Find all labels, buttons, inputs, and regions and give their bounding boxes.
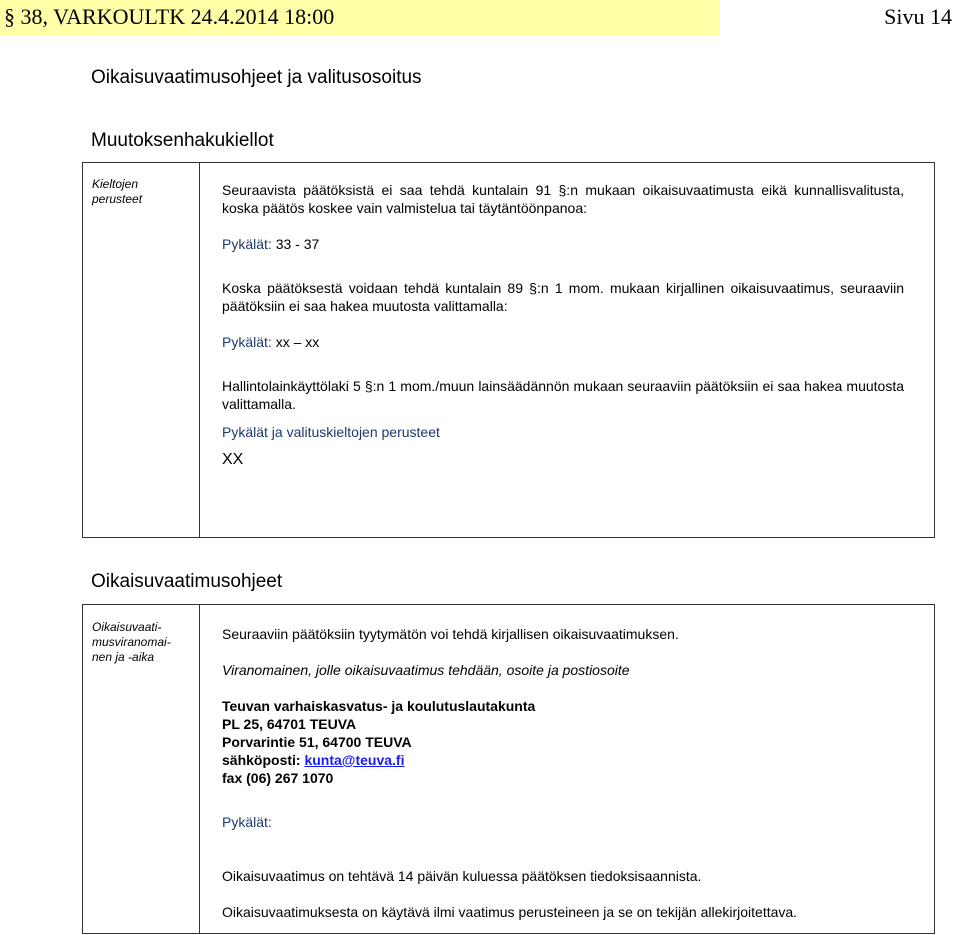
appeal-bans-paragraph-1: Seuraavista päätöksistä ei saa tehdä kuntalain 91 §:n mukaan oikaisuvaatimusta eikä kunnallisvalitusta, koska päätös koskee vain valmistelua tai täytäntöönpanoa: — [222, 182, 904, 216]
authority-email-line — [222, 751, 904, 769]
document-title: Oikaisuvaatimusohjeet ja valitusosoitus — [91, 67, 422, 88]
authority-po-box: PL 25, 64701 TEUVA — [222, 716, 357, 732]
header-page-number: Sivu 14 — [884, 4, 952, 29]
authority-name: Teuvan varhaiskasvatus- ja koulutuslautakunta — [222, 698, 536, 714]
rectification-content — [200, 605, 935, 934]
side-label-line: nen ja -aika — [92, 650, 155, 664]
rectification-paragraph-requirements: Oikaisuvaatimuksesta on käytävä ilmi vaatimus perusteineen ja se on tekijän allekirjoitettava. — [222, 904, 798, 920]
appeal-bans-content — [200, 163, 935, 538]
rectification-paragraph-deadline: Oikaisuvaatimus on tehtävä 14 päivän kuluessa päätöksen tiedoksisaannista. — [222, 868, 702, 884]
side-label-line: perusteet — [92, 192, 143, 206]
email-label: sähköposti: — [222, 752, 301, 768]
email-link[interactable]: kunta@teuva.fi — [304, 752, 405, 768]
side-label-line: Oikaisuvaati- — [92, 620, 162, 634]
section-heading-appeal-bans: Muutoksenhakukiellot — [91, 130, 274, 151]
authority-street: Porvarintie 51, 64700 TEUVA — [222, 734, 412, 750]
sections-label: Pykälät: — [222, 236, 272, 252]
appeal-bans-side-label — [83, 163, 200, 538]
sections-value: 33 - 37 — [275, 236, 320, 252]
rectification-side-label — [83, 605, 200, 934]
page-header — [0, 0, 960, 40]
sections-and-grounds-label: Pykälät ja valituskieltojen perusteet — [222, 424, 440, 440]
sections-label: Pykälät: — [222, 334, 272, 350]
rectification-paragraph-1: Seuraaviin päätöksiin tyytymätön voi tehdä kirjallisen oikaisuvaatimuksen. — [222, 626, 679, 642]
rectification-table — [82, 604, 935, 934]
sections-line-1 — [222, 235, 904, 253]
header-section-ref: § 38, VARKOULTK 24.4.2014 18:00 — [4, 4, 335, 29]
sections-label: Pykälät: — [222, 814, 272, 830]
authority-fax: fax (06) 267 1070 — [222, 770, 334, 786]
side-label-line: musviranomai- — [92, 635, 171, 649]
appeal-bans-table — [82, 162, 935, 538]
side-label-line: Kieltojen — [92, 177, 139, 191]
sections-value: xx – xx — [275, 334, 320, 350]
section-heading-rectification: Oikaisuvaatimusohjeet — [91, 571, 283, 592]
sections-line-2 — [222, 333, 904, 351]
appeal-bans-paragraph-2: Koska päätöksestä voidaan tehdä kuntalain 89 §:n 1 mom. mukaan kirjallinen oikaisuvaatimus, seuraaviin päätöksiin ei saa hakea muutosta valittamalla: — [222, 280, 904, 314]
appeal-bans-paragraph-3: Hallintolainkäyttölaki 5 §:n 1 mom./muun lainsäädännön mukaan seuraaviin päätöksiin ei saa hakea muutosta valittamalla. — [222, 378, 904, 412]
authority-heading: Viranomainen, jolle oikaisuvaatimus tehdään, osoite ja postiosoite — [222, 662, 630, 678]
sections-and-grounds-value: XX — [222, 451, 244, 468]
